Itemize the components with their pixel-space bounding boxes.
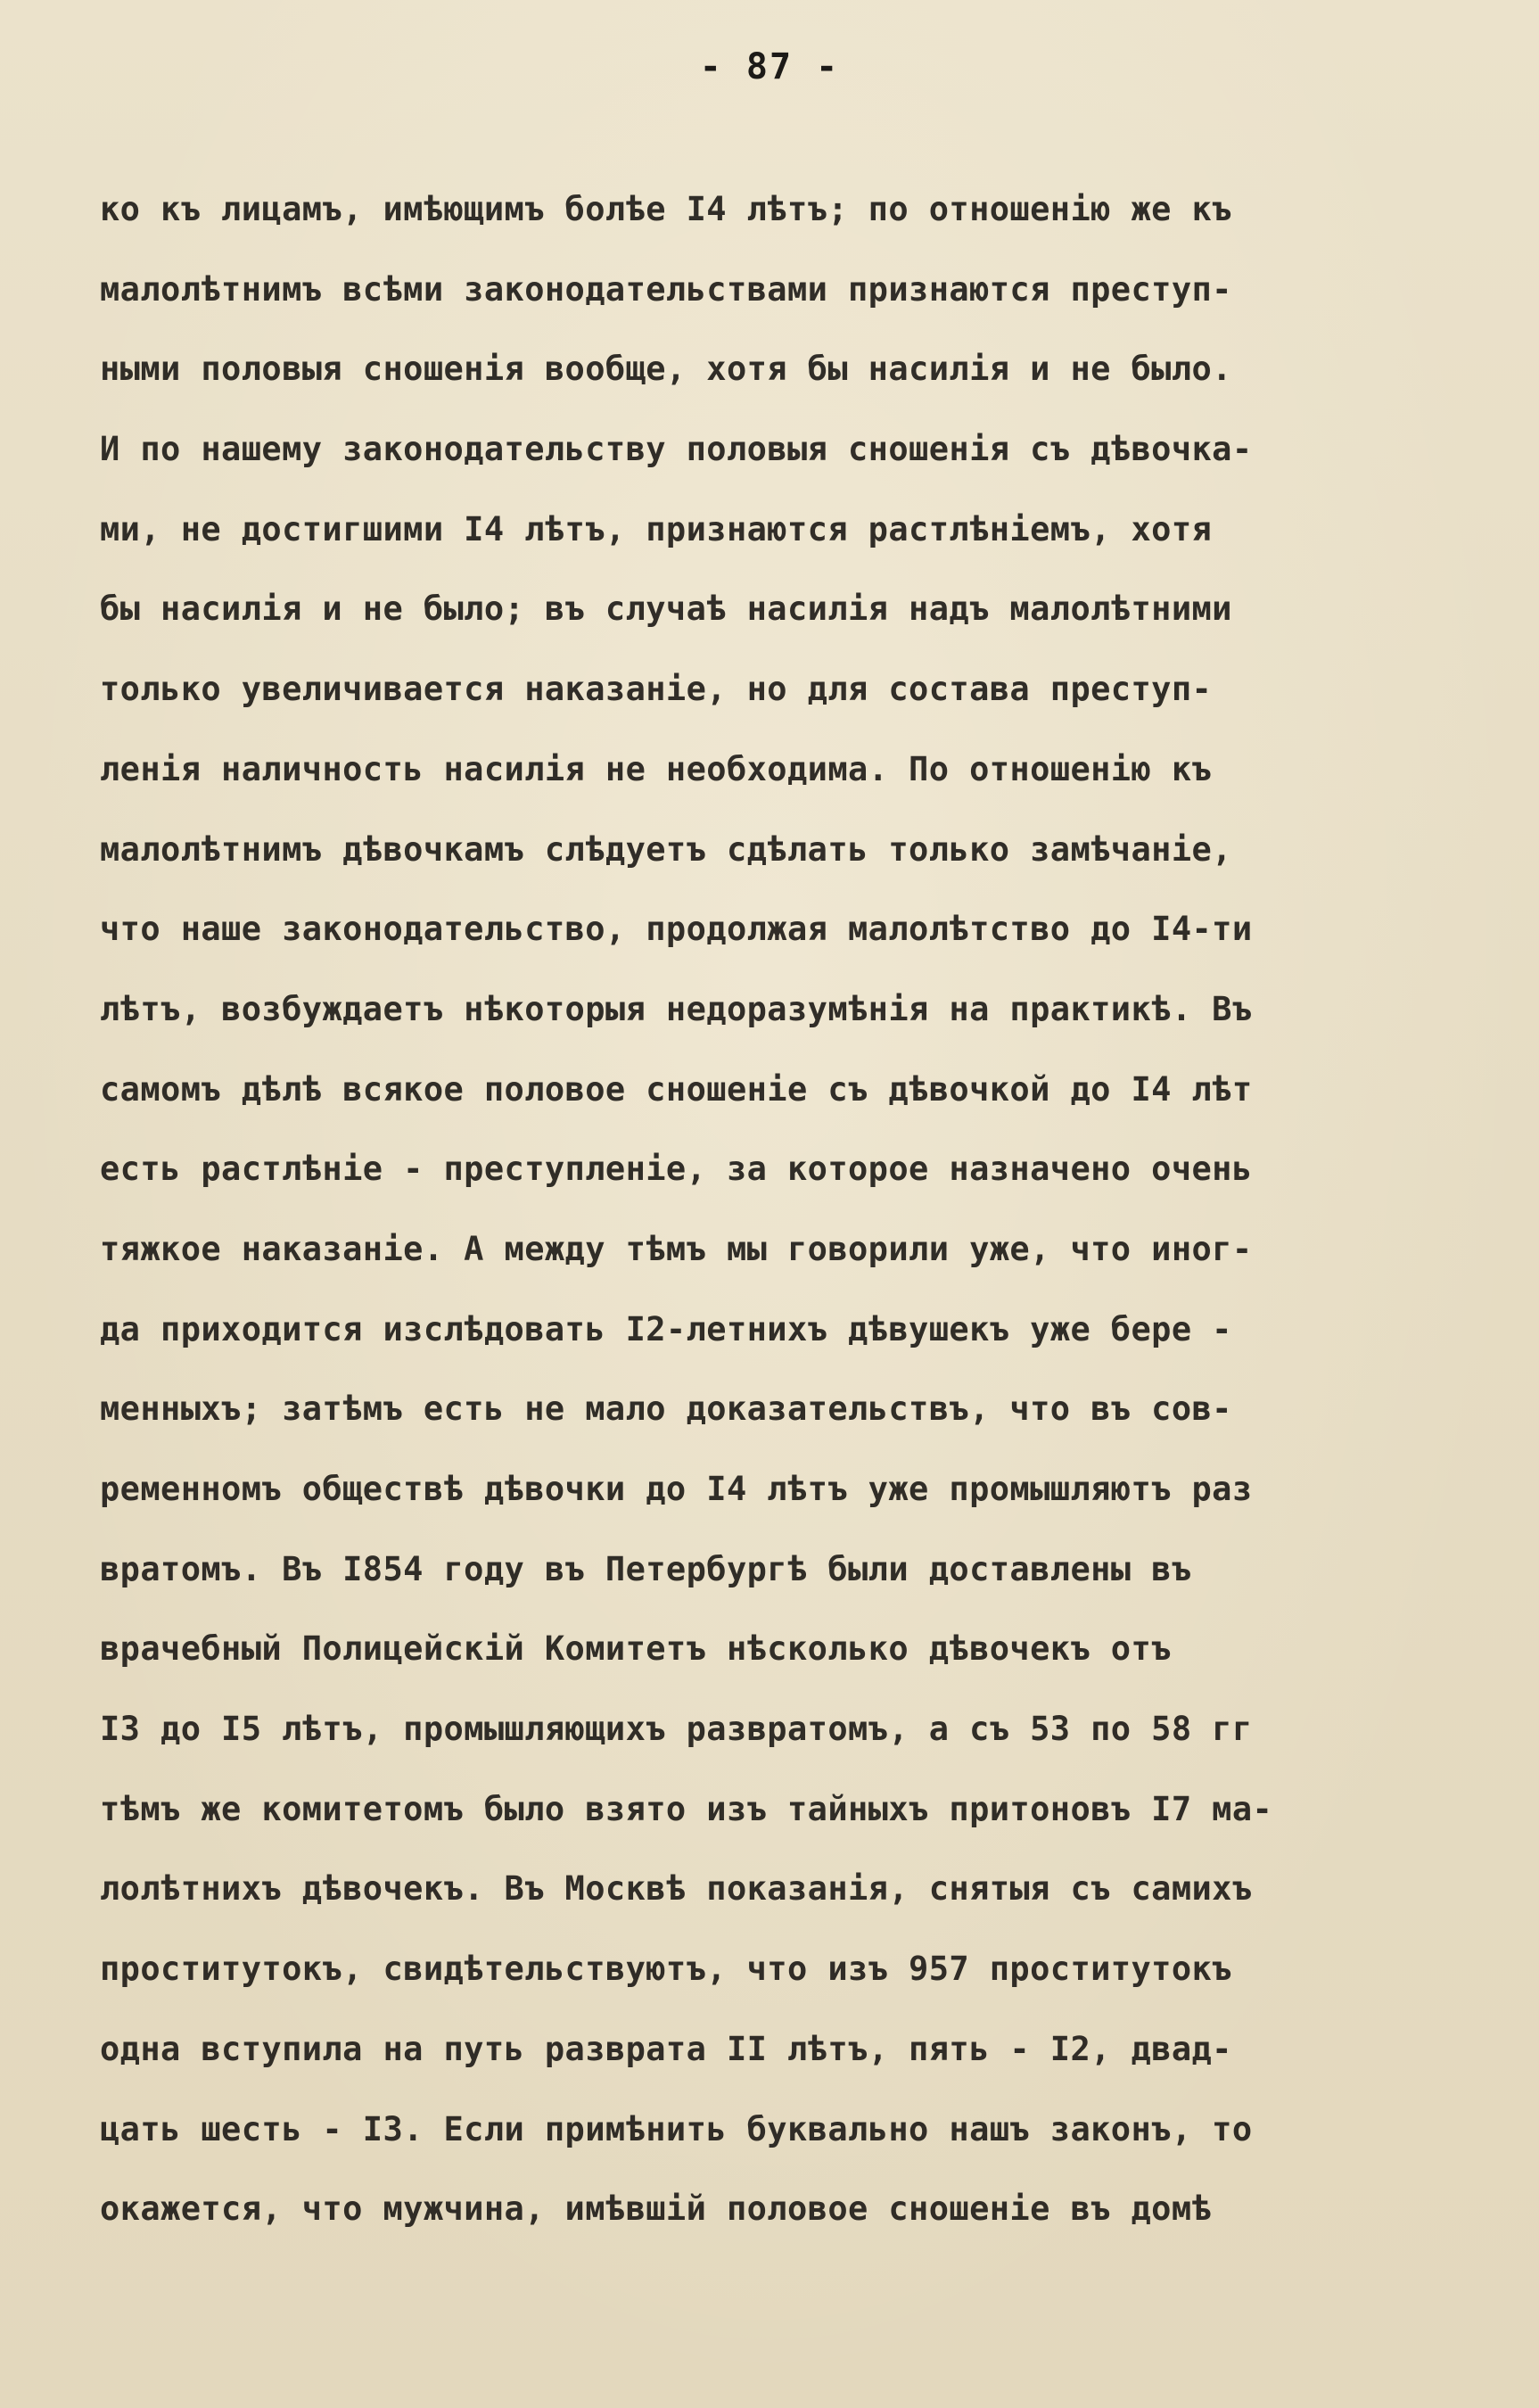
text-line: одна вступила на путь разврата II лѣтъ, пять - I2, двад- xyxy=(100,2029,1232,2068)
text-line: ленія наличность насилія не необходима. По отношенію къ xyxy=(100,749,1213,788)
text-line: менныхъ; затѣмъ есть не мало доказательствъ, что въ сов- xyxy=(100,1390,1232,1429)
text-line: есть растлѣніе - преступленіе, за которое назначено очень xyxy=(100,1150,1253,1189)
page-number: - 87 - xyxy=(699,46,840,87)
text-line: да приходится изслѣдовать I2-летнихъ дѣвушекъ уже бере - xyxy=(100,1309,1232,1348)
text-line: цать шесть - I3. Если примѣнить буквально нашъ законъ, то xyxy=(100,2109,1253,2148)
text-line: ко къ лицамъ, имѣющимъ болѣе I4 лѣтъ; по отношенію же къ xyxy=(100,190,1232,228)
text-line: И по нашему законодательству половыя сношенія съ дѣвочка- xyxy=(100,430,1253,469)
text-line: только увеличивается наказаніе, но для состава преступ- xyxy=(100,670,1213,709)
text-line: тяжкое наказаніе. А между тѣмъ мы говорили уже, что иног- xyxy=(100,1229,1253,1268)
text-line: лѣтъ, возбуждаетъ нѣкоторыя недоразумѣнія на практикѣ. Въ xyxy=(100,989,1253,1028)
text-line: малолѣтнимъ всѣми законодательствами признаются преступ- xyxy=(100,269,1232,309)
text-line: ременномъ обществѣ дѣвочки до I4 лѣтъ уже промышляютъ раз xyxy=(100,1470,1253,1508)
text-line: тѣмъ же комитетомъ было взято изъ тайныхъ притоновъ I7 ма- xyxy=(100,1789,1273,1828)
text-line: самомъ дѣлѣ всякое половое сношеніе съ дѣвочкой до I4 лѣт xyxy=(100,1069,1253,1109)
text-line: что наше законодательство, продолжая малолѣтство до I4-ти xyxy=(100,910,1253,949)
text-line: окажется, что мужчина, имѣвшій половое сношеніе въ домѣ xyxy=(100,2189,1213,2229)
text-line: малолѣтнимъ дѣвочкамъ слѣдуетъ сдѣлать только замѣчаніе, xyxy=(100,829,1232,869)
text-line: лолѣтнихъ дѣвочекъ. Въ Москвѣ показанія, снятыя съ самихъ xyxy=(100,1869,1253,1909)
text-line: I3 до I5 лѣтъ, промышляющихъ развратомъ, а съ 53 по 58 гг xyxy=(100,1710,1253,1749)
text-line: проститутокъ, свидѣтельствуютъ, что изъ 957 проститутокъ xyxy=(100,1950,1232,1989)
text-line: врачебный Полицейскій Комитетъ нѣсколько дѣвочекъ отъ xyxy=(100,1629,1172,1669)
text-body xyxy=(100,169,1509,2249)
text-line: ми, не достигшими I4 лѣтъ, признаются растлѣніемъ, хотя xyxy=(100,509,1213,548)
text-line: вратомъ. Въ I854 году въ Петербургѣ были доставлены въ xyxy=(100,1549,1192,1588)
text-line: бы насилія и не было; въ случаѣ насилія надъ малолѣтними xyxy=(100,590,1232,629)
text-line: ными половыя сношенія вообще, хотя бы насилія и не было. xyxy=(100,350,1232,389)
